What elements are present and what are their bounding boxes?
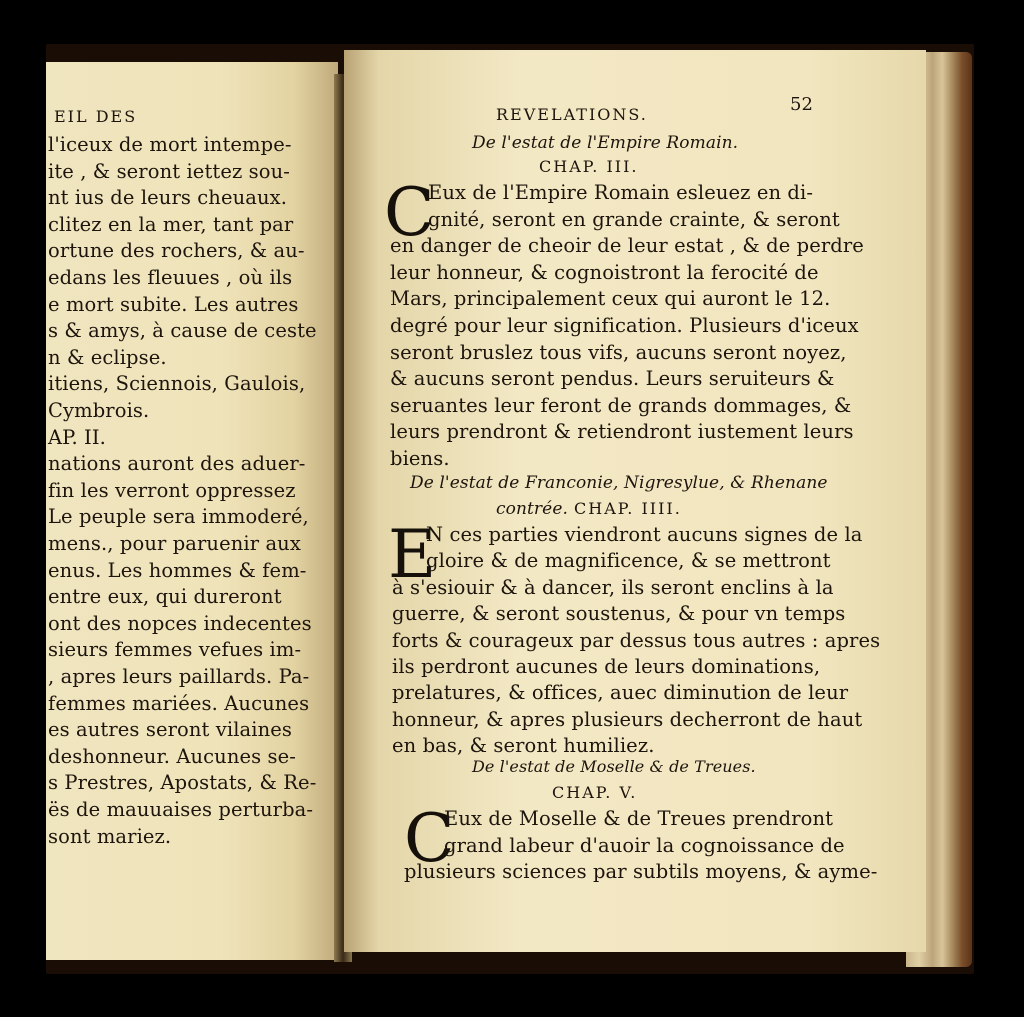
- left-running-head: EIL DES: [54, 107, 138, 126]
- drop-cap-c: C: [384, 174, 435, 251]
- chapter-heading-iiii: CHAP. IIII.: [574, 499, 682, 518]
- text-line: e mort subite. Les autres: [48, 292, 299, 316]
- drop-cap-e: E: [388, 516, 437, 593]
- text-line: prelatures, & offices, auec diminution de leur: [392, 681, 849, 705]
- text-line: grand labeur d'auoir la cognoissance de: [444, 833, 845, 857]
- text-line: nations auront des aduer-: [48, 452, 306, 476]
- text-line: seront bruslez tous vifs, aucuns seront noyez,: [390, 340, 847, 364]
- text-line: Le peuple sera immoderé,: [48, 505, 309, 529]
- text-line: enus. Les hommes & fem-: [48, 558, 307, 582]
- text-line: gnité, seront en grande crainte, & seront: [428, 207, 840, 231]
- text-line: à s'esiouir & à dancer, ils seront enclins à la: [392, 575, 834, 599]
- open-book: [46, 44, 974, 974]
- text-line: clitez en la mer, tant par: [48, 212, 294, 236]
- text-line: sont mariez.: [48, 824, 172, 848]
- text-line: seruantes leur feront de grands dommages, &: [390, 393, 852, 417]
- text-line: plusieurs sciences par subtils moyens, & ayme-: [404, 860, 878, 883]
- text-line: Cymbrois.: [48, 399, 150, 422]
- right-page: [344, 50, 926, 952]
- text-line: en danger de cheoir de leur estat , & de perdre: [390, 234, 864, 258]
- text-line: edans les fleuues , où ils: [48, 266, 293, 289]
- text-line: leurs prendront & retiendront iustement leurs: [390, 420, 854, 444]
- text-line: guerre, & seront soustenus, & pour vn temps: [392, 602, 846, 626]
- text-line: femmes mariées. Aucunes: [48, 691, 310, 715]
- section-title-moselle: De l'estat de Moselle & de Treues.: [472, 757, 756, 776]
- text-line: Mars, principalement ceux qui auront le 12.: [390, 287, 831, 311]
- text-line: ite , & seront iettez sou-: [48, 159, 290, 183]
- text-line: AP. II.: [48, 425, 106, 449]
- text-line: degré pour leur signification. Plusieurs d'iceux: [390, 314, 859, 337]
- left-page: [46, 62, 338, 960]
- chapter-heading-v: CHAP. V.: [552, 783, 638, 802]
- text-line: ortune des rochers, & au-: [48, 239, 305, 263]
- text-line: mens., pour paruenir aux: [48, 532, 301, 555]
- text-line: N ces parties viendront aucuns signes de la: [426, 523, 863, 546]
- text-line: Eux de Moselle & de Treues prendront: [444, 807, 834, 830]
- text-line: & aucuns seront pendus. Leurs seruiteurs &: [390, 367, 835, 391]
- text-line: fin les verront oppressez: [48, 478, 296, 502]
- text-line: es autres seront vilaines: [48, 718, 292, 742]
- section-title-contree: contrée.: [496, 499, 568, 519]
- text-line: forts & courageux par dessus tous autres : apres: [392, 628, 881, 652]
- text-line: ils perdront aucunes de leurs dominations,: [392, 655, 821, 678]
- text-line: sieurs femmes vefues im-: [48, 638, 302, 662]
- text-line: entre eux, qui dureront: [48, 585, 282, 609]
- text-line: s & amys, à cause de ceste: [48, 319, 317, 343]
- running-head: REVELATIONS.: [496, 105, 648, 124]
- text-line: , apres leurs paillards. Pa-: [48, 665, 310, 688]
- text-line: honneur, & apres plusieurs decherront de haut: [392, 707, 863, 731]
- text-line: ës de mauuaises perturba-: [48, 798, 314, 821]
- text-line: l'iceux de mort intempe-: [48, 133, 292, 156]
- chapter-heading-iii: CHAP. III.: [539, 157, 639, 176]
- section-title-franconie: De l'estat de Franconie, Nigresylue, & Rhenane: [410, 473, 828, 493]
- text-line: itiens, Sciennois, Gaulois,: [48, 372, 306, 396]
- text-line: leur honneur, & cognoistront la ferocité de: [390, 260, 819, 284]
- text-line: gloire & de magnificence, & se mettront: [426, 549, 831, 573]
- text-line: s Prestres, Apostats, & Re-: [48, 771, 317, 795]
- text-line: biens.: [390, 447, 450, 470]
- text-line: ont des nopces indecentes: [48, 611, 312, 635]
- text-line: Eux de l'Empire Romain esleuez en di-: [428, 181, 814, 204]
- text-line: en bas, & seront humiliez.: [392, 734, 655, 758]
- page-number: 52: [790, 94, 813, 115]
- section-title-empire: De l'estat de l'Empire Romain.: [472, 133, 739, 153]
- drop-cap-c2: C: [404, 800, 455, 877]
- text-line: n & eclipse.: [48, 345, 167, 369]
- text-line: deshonneur. Aucunes se-: [48, 744, 296, 768]
- text-line: nt ius de leurs cheuaux.: [48, 186, 288, 210]
